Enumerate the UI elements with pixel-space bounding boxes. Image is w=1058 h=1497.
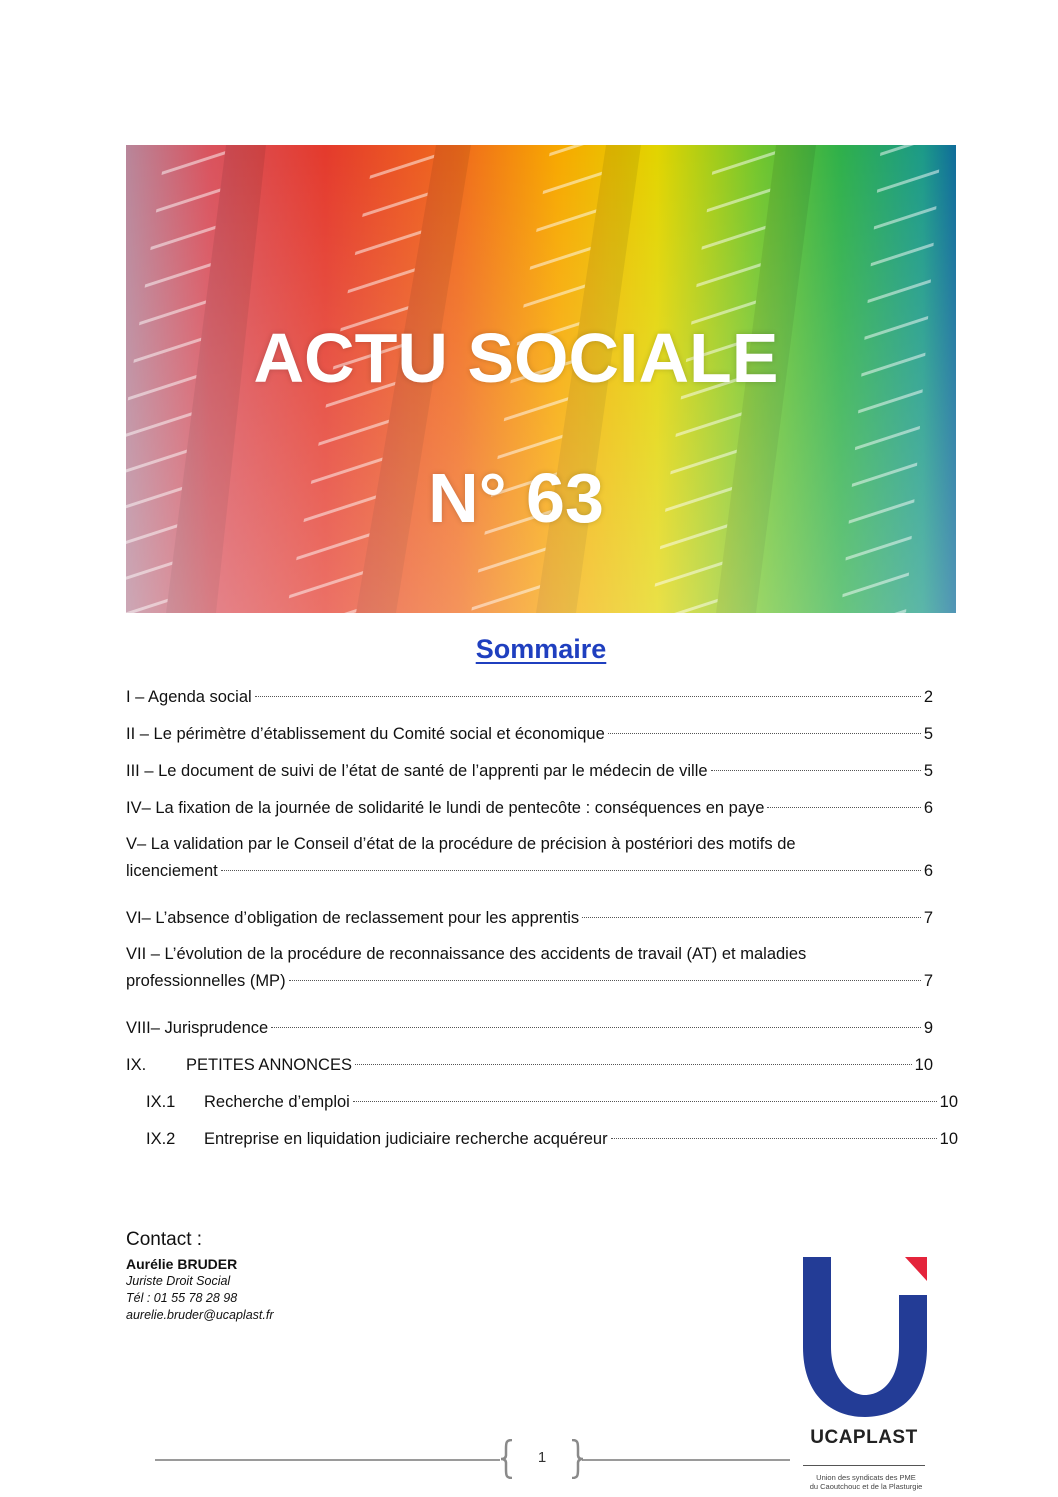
- toc-page: 10: [939, 1093, 958, 1111]
- toc-page: 6: [923, 862, 933, 880]
- contact-heading: Contact :: [126, 1229, 203, 1250]
- issue-number: N° 63: [428, 459, 604, 537]
- toc-leader-dots: [289, 980, 921, 981]
- toc-label: – Jurisprudence: [150, 1019, 269, 1037]
- toc-page: 10: [914, 1056, 933, 1074]
- cover-title: ACTU SOCIALE: [253, 319, 779, 397]
- toc-leader-dots: [767, 807, 920, 808]
- toc-label: PETITES ANNONCES: [186, 1056, 352, 1074]
- toc-entry[interactable]: [126, 1051, 933, 1088]
- toc-number: IX.2: [146, 1130, 176, 1148]
- logo-name: UCAPLAST: [810, 1427, 918, 1448]
- toc-label: Recherche d’emploi: [204, 1093, 350, 1111]
- toc-entry[interactable]: [126, 1125, 958, 1162]
- toc-number: VI: [126, 909, 142, 927]
- toc-page: 2: [923, 688, 933, 706]
- toc-entry[interactable]: [126, 831, 933, 895]
- toc-entry[interactable]: [126, 794, 933, 831]
- contact-name: Aurélie BRUDER: [126, 1256, 238, 1272]
- toc-number: V: [126, 835, 138, 853]
- toc-label: – La fixation de la journée de solidarité le lundi de pentecôte : conséquences en paye: [141, 799, 765, 817]
- toc-leader-dots: [611, 1138, 937, 1139]
- toc-label-continued: licenciement: [126, 862, 218, 880]
- footer-right-bracket-icon: [570, 1439, 584, 1479]
- toc-entry[interactable]: [126, 683, 933, 720]
- toc-entry[interactable]: [126, 941, 933, 1005]
- footer-left-bracket-icon: [500, 1439, 514, 1479]
- contact-role: Juriste Droit Social: [126, 1274, 231, 1288]
- ucaplast-logo: [801, 1255, 931, 1495]
- toc-number: IX.1: [146, 1093, 176, 1111]
- toc-label: – Le document de suivi de l’état de santé de l’apprenti par le médecin de ville: [139, 762, 708, 780]
- sommaire-heading[interactable]: Sommaire: [475, 634, 607, 664]
- toc-leader-dots: [711, 770, 921, 771]
- toc-entry[interactable]: [126, 1014, 933, 1051]
- toc-label: – L’évolution de la procédure de reconnaissance des accidents de travail (AT) et maladies: [146, 945, 807, 963]
- cover-image: [126, 145, 956, 613]
- toc-number: VIII: [126, 1019, 151, 1037]
- toc-number: IV: [126, 799, 142, 817]
- toc-entry[interactable]: [126, 720, 933, 757]
- logo-subtitle: Union des syndicats des PME du Caoutchouc et de la Plasturgie: [809, 1473, 923, 1491]
- contact-phone[interactable]: Tél : 01 55 78 28 98: [126, 1291, 238, 1305]
- toc-page: 7: [923, 972, 933, 990]
- contact-block: [126, 1229, 274, 1324]
- toc-label: Entreprise en liquidation judiciaire recherche acquéreur: [204, 1130, 608, 1148]
- footer-rule-right: [582, 1459, 790, 1461]
- toc-leader-dots: [271, 1027, 921, 1028]
- toc-entry[interactable]: [126, 904, 933, 941]
- toc-page: 9: [923, 1019, 933, 1037]
- page-number: 1: [537, 1449, 547, 1466]
- toc-label-continued: professionnelles (MP): [126, 972, 286, 990]
- toc-entry[interactable]: [126, 757, 933, 794]
- toc-leader-dots: [355, 1064, 912, 1065]
- toc-leader-dots: [582, 917, 921, 918]
- toc-label: – L’absence d’obligation de reclassement pour les apprentis: [141, 909, 580, 927]
- ucaplast-u-icon: [801, 1255, 931, 1420]
- toc-number: III: [126, 762, 140, 780]
- toc-leader-dots: [221, 870, 921, 871]
- table-of-contents: [126, 683, 958, 1162]
- toc-number: VII: [126, 945, 147, 963]
- toc-number: II: [126, 725, 136, 743]
- toc-leader-dots: [608, 733, 921, 734]
- toc-label: – Agenda social: [130, 688, 252, 706]
- toc-number: I: [126, 688, 131, 706]
- toc-entry[interactable]: [126, 1088, 958, 1125]
- toc-leader-dots: [255, 696, 921, 697]
- toc-leader-dots: [353, 1101, 937, 1102]
- toc-label: – La validation par le Conseil d’état de la procédure de précision à postériori des motifs de: [137, 835, 796, 853]
- toc-page: 10: [939, 1130, 958, 1148]
- toc-page: 7: [923, 909, 933, 927]
- toc-number: IX.: [126, 1056, 147, 1074]
- contact-email[interactable]: aurelie.bruder@ucaplast.fr: [126, 1308, 274, 1322]
- footer-rule-left: [155, 1459, 500, 1461]
- toc-label: – Le périmètre d’établissement du Comité social et économique: [135, 725, 605, 743]
- logo-divider: [803, 1465, 925, 1466]
- toc-page: 5: [923, 725, 933, 743]
- toc-page: 5: [923, 762, 933, 780]
- toc-page: 6: [923, 799, 933, 817]
